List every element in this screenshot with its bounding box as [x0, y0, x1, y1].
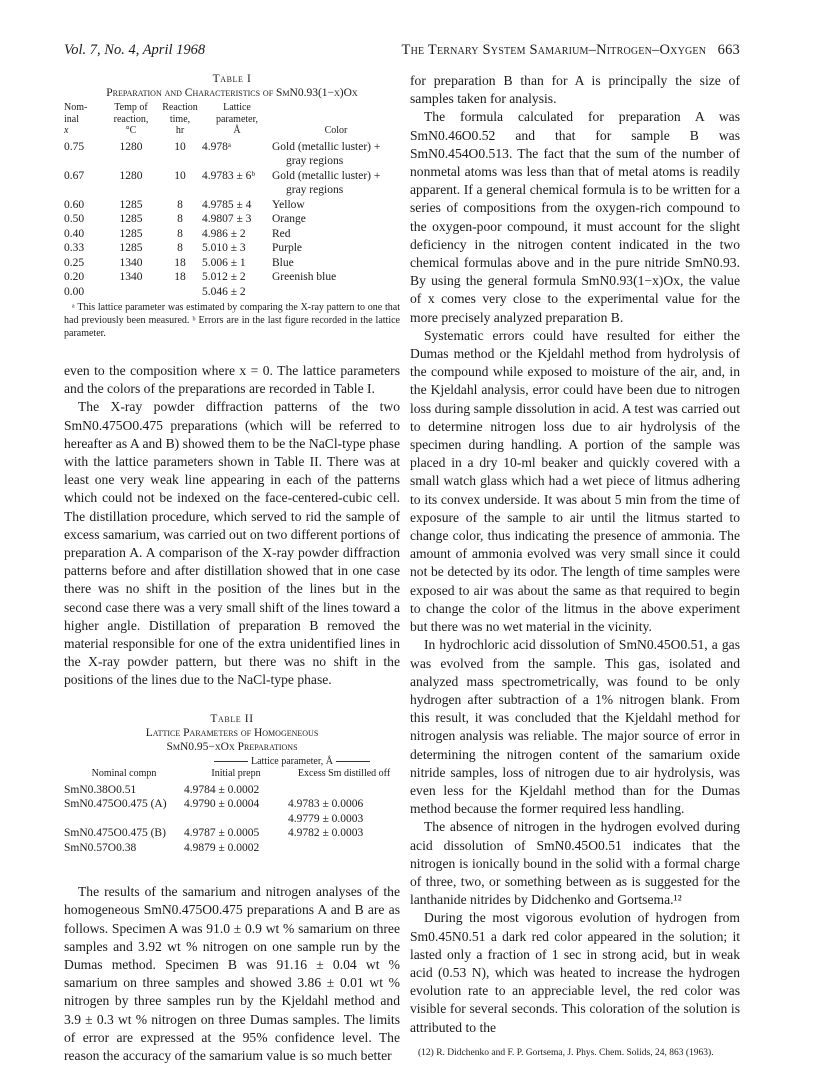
paragraph: During the most vigorous evolution of hydrogen from Sm0.45N0.51 a dark red color appeared in the solution; it lasted only a fraction of 1 sec in strong acid, but in weak acid (0.53 N), which was heated to increase the hydrogen evolution rate to an appreciable level, the red color was visible for several seconds. This coloration of the solution is attributed to the: [410, 910, 740, 1035]
cell-distilled: 4.9779 ± 0.0003: [288, 812, 364, 825]
cell-temp: 1280: [119, 169, 143, 182]
table2-caption: [64, 712, 400, 754]
cell-lattice: 5.046 ± 2: [202, 285, 246, 298]
cell-color: Greenish blue: [272, 271, 337, 283]
cell-temp: 1285: [119, 198, 143, 211]
table2-span-header: [184, 756, 400, 769]
table-row: [64, 270, 400, 285]
cell-color: Orange: [272, 213, 306, 225]
cell-color: Yellow: [272, 198, 305, 211]
cell-color: Purple: [272, 242, 303, 254]
cell-compn: SmN0.475O0.475 (A): [64, 798, 167, 811]
table1-col-color: Color: [324, 125, 348, 136]
cell-compn: [64, 812, 184, 827]
paragraph: In hydrochloric acid dissolution of SmN0.45O0.51, a gas was evolved from the sample. This gas, isolated and analyzed mass spectrometrically, was found to be only hydrogen after subtraction of a 1% nitrogen blank. From this result, it was concluded that the Kjeldahl method for nitrogen analysis was reliable. The major source of error in determining the nitrogen content of the samarium oxide nitride samples, loss of nitrogen due to air hydrolysis, was even less for the Kjeldahl method than for the Dumas method because the former required less handling.: [410, 637, 740, 817]
table2-title-line2: SmN0.95−xOx Preparations: [166, 740, 298, 753]
cell-lattice: 4.978ᵃ: [202, 140, 232, 153]
table1-col-lattice: Lattice parameter, Å: [215, 102, 259, 136]
page-number: 663: [717, 42, 740, 58]
cell-color: Red: [272, 227, 291, 240]
table-row: [64, 198, 400, 213]
cell-distilled: 4.9783 ± 0.0006: [288, 798, 364, 811]
table1-footnote: ᵃ This lattice parameter was estimated by comparing the X-ray pattern to one that had previously been measured. ᵇ Errors are in the last figure recorded in the lattice parameter.: [64, 302, 400, 339]
table1-col-time: Reaction time, hr: [162, 102, 198, 136]
article-running-title: The Ternary System Samarium–Nitrogen–Oxygen: [401, 42, 707, 58]
cell-temp: 1340: [119, 271, 143, 283]
table-row: [64, 841, 400, 856]
table1-title: Preparation and Characteristics of SmN0.93(1−x)Ox: [106, 87, 358, 99]
cell-time: 10: [174, 140, 186, 153]
journal-volume-issue: Vol. 7, No. 4, April 1968: [64, 42, 206, 58]
table2: [64, 756, 400, 856]
table2-col-initial: Initial prepn: [211, 768, 261, 780]
header-right: [402, 42, 740, 59]
paragraph: for preparation B than for A is principally the size of samples taken for analysis.: [410, 73, 740, 107]
cell-x: 0.50: [64, 213, 85, 225]
right-column: [410, 72, 740, 1059]
table1-header-row: [64, 102, 400, 140]
table1-col-x: Nom- inal x: [64, 102, 88, 136]
paragraph: The X-ray powder diffraction patterns of the two SmN0.475O0.475 preparations (which will be referred to hereafter as A and B) showed them to be the NaCl-type phase with the lattice parameters shown in Table II. There was at least one very weak line appearing in each of the patterns which could not be indexed on the face-centered-cubic cell. The distillation procedure, which served to rid the sample of excess samarium, was carried out on two different portions of preparation A. A comparison of the X-ray powder diffraction patterns before and after distillation showed that in one case there was no shift in the position of the lines but in the second case there was a very small shift of the lines toward a higher angle. Distillation of preparation B removed the material responsible for one of the extra unidentified lines in the X-ray powder pattern, but there was no shift in the positions of the lines due to the NaCl-type phase.: [64, 399, 400, 688]
table-row: [64, 797, 400, 812]
cell-temp: 1340: [119, 256, 143, 269]
cell-initial: 4.9879 ± 0.0002: [184, 841, 260, 854]
cell-compn: SmN0.38O0.51: [64, 783, 137, 796]
color-text: Gold (metallic luster) +: [272, 140, 381, 153]
cell-color: [272, 285, 400, 300]
cell-temp: [104, 285, 158, 300]
table1-col-temp: Temp of reaction, °C: [113, 102, 149, 136]
cell-lattice: 5.006 ± 1: [202, 256, 246, 269]
cell-time: 10: [174, 169, 186, 182]
cell-temp: 1280: [119, 140, 143, 153]
cell-x: 0.33: [64, 242, 85, 254]
cell-time: 8: [177, 213, 183, 225]
table2-title-line1: Lattice Parameters of Homogeneous: [145, 726, 319, 739]
table-row: [64, 783, 400, 798]
table2-col-compn: Nominal compn: [91, 768, 157, 780]
cell-lattice: 4.9807 ± 3: [202, 213, 252, 225]
table-row: [64, 212, 400, 227]
cell-color: Blue: [272, 256, 294, 269]
cell-lattice: 4.9785 ± 4: [202, 198, 252, 211]
cell-time: 8: [177, 227, 183, 240]
cell-x: 0.60: [64, 198, 85, 211]
cell-x: 0.40: [64, 227, 85, 240]
cell-time: [158, 285, 202, 300]
paragraph: even to the composition where x = 0. The lattice parameters and the colors of the preparations are recorded in Table I.: [64, 363, 400, 397]
cell-compn: SmN0.475O0.475 (B): [64, 827, 166, 840]
cell-x: 0.67: [64, 169, 85, 182]
cell-lattice: 5.012 ± 2: [202, 271, 246, 283]
cell-initial: 4.9784 ± 0.0002: [184, 783, 260, 796]
cell-lattice: 4.986 ± 2: [202, 227, 246, 240]
cell-time: 8: [177, 198, 183, 211]
table2-number: Table II: [210, 712, 254, 725]
cell-compn: SmN0.57O0.38: [64, 841, 137, 854]
paragraph: The absence of nitrogen in the hydrogen evolved during acid dissolution of SmN0.45O0.51 indicates that the nitrogen is ionically bound in the solid with a formal charge of three, two, or something between as is suggested for the lanthanide nitrides by Didchenko and Gortsema.¹²: [410, 819, 740, 908]
table1-number: Table I: [212, 73, 252, 85]
cell-x: 0.75: [64, 140, 85, 153]
cell-initial: [184, 812, 288, 827]
cell-temp: 1285: [119, 227, 143, 240]
cell-distilled: 4.9782 ± 0.0003: [288, 827, 364, 840]
cell-lattice: 4.9783 ± 6ᵇ: [202, 169, 255, 182]
table1: [64, 102, 400, 299]
cell-color: [272, 169, 400, 198]
table2-header-row: [64, 768, 400, 783]
table-row: [64, 256, 400, 271]
table-row: [64, 285, 400, 300]
table2-col-distilled: Excess Sm distilled off: [297, 768, 391, 780]
left-column: [64, 72, 400, 1065]
cell-temp: 1285: [119, 213, 143, 225]
cell-initial: 4.9787 ± 0.0005: [184, 827, 260, 840]
cell-time: 18: [174, 256, 186, 269]
cell-x: 0.25: [64, 256, 85, 269]
paragraph: The results of the samarium and nitrogen analyses of the homogeneous SmN0.475O0.475 preparations A and B are as follows. Specimen A was 91.0 ± 0.9 wt % samarium on three samples and 3.92 wt % nitrogen on one sample run by the Dumas method. Specimen B was 91.16 ± 0.04 wt % samarium on three samples and showed 3.86 ± 0.01 wt % nitrogen by three samples run by the Kjeldahl method and 3.9 ± 0.3 wt % nitrogen on three Dumas samples. The limits of error are expressed at the 95% confidence level. The reason the accuracy of the samarium value is so much better: [64, 884, 400, 1063]
cell-color: [272, 140, 400, 169]
lattice-parameter-header: Lattice parameter, Å: [250, 755, 334, 767]
cell-time: 18: [174, 271, 186, 283]
color-text-cont: gray regions: [286, 184, 344, 196]
cell-lattice: 5.010 ± 3: [202, 242, 246, 254]
cell-time: 8: [177, 242, 183, 254]
table2-span-header-row: [64, 756, 400, 769]
running-header: [64, 42, 740, 62]
paragraph: The formula calculated for preparation A was SmN0.46O0.52 and that for sample B was SmN0.454O0.513. The fact that the sum of the number of nonmetal atoms was less than that of metal atoms is readily apparent. If a general chemical formula is to be written for a series of compositions from the oxygen-rich compound to the oxygen-poor compound, it must account for the slight deficiency in the nitrogen content indicated in the two chemical formulas above and in the pure nitride SmN0.93. By using the general formula SmN0.93(1−x)Ox, the value of x comes very close to the experimental value for the more precisely analyzed preparation B.: [410, 109, 740, 325]
table1-caption: [64, 72, 400, 100]
table-row: [64, 169, 400, 198]
table-row: [64, 812, 400, 827]
reference-12: (12) R. Didchenko and F. P. Gortsema, J. Phys. Chem. Solids, 24, 863 (1963).: [418, 1047, 714, 1058]
table-row: [64, 826, 400, 841]
color-text: Gold (metallic luster) +: [272, 169, 381, 182]
cell-distilled: [288, 783, 400, 798]
cell-distilled: [288, 841, 400, 856]
table-row: [64, 241, 400, 256]
color-text-cont: gray regions: [286, 155, 344, 167]
cell-x: 0.20: [64, 271, 85, 283]
table-row: [64, 140, 400, 169]
cell-temp: 1285: [119, 242, 143, 254]
cell-initial: 4.9790 ± 0.0004: [184, 798, 260, 811]
cell-x: 0.00: [64, 285, 85, 298]
table-row: [64, 227, 400, 242]
paragraph: Systematic errors could have resulted for either the Dumas method or the Kjeldahl method from hydrolysis of the compound while exposed to moisture of the air, and, in the Kjeldahl analysis, error could have been due to nitrogen loss during sample dissolution in acid. A test was carried out to determine nitrogen loss due to air hydrolysis of the specimen during handling. A portion of the sample was placed in a dry 10-ml beaker and quickly covered with a small watch glass which had a wet piece of litmus adhering to its convex underside. It was about 5 min from the time of exposure of the sample to air until the litmus started to change color, thus indicating the presence of ammonia. The amount of ammonia evolved was very small since it could not be detected by its odor. The length of time samples were exposed to air was about the same as that required to begin to change the color of the litmus in the above experiment but there was no wet material in the vicinity.: [410, 327, 740, 635]
table2-empty-head: [64, 756, 184, 769]
